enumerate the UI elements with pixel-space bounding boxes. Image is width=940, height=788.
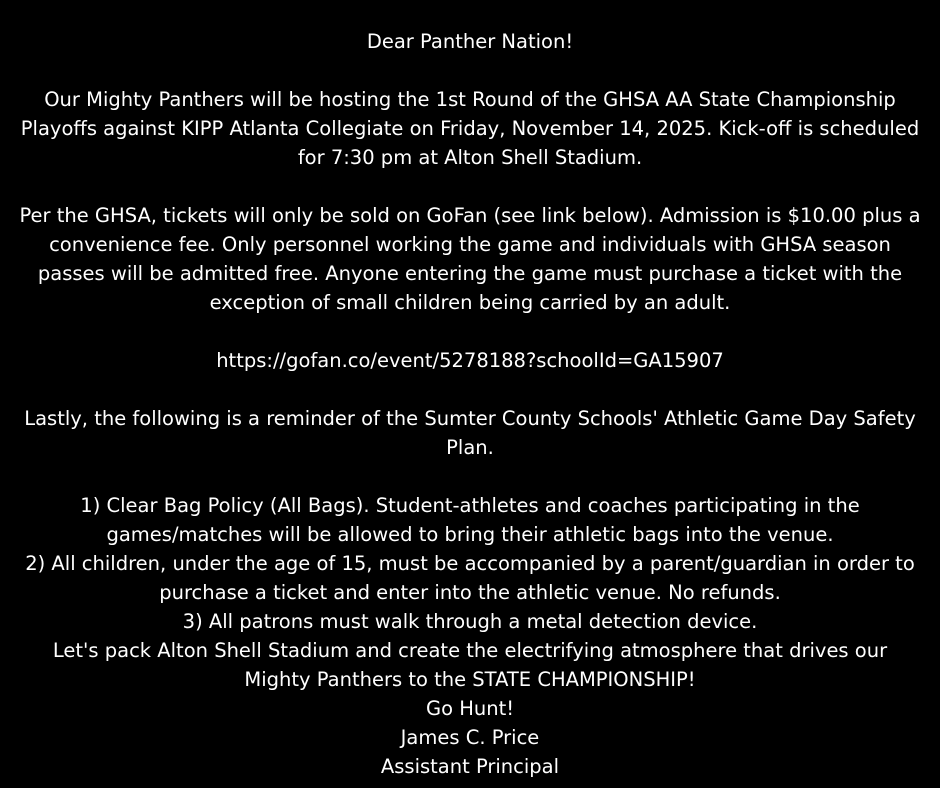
signature-name: James C. Price [400, 726, 540, 749]
closing-appeal-line: Let's pack Alton Shell Stadium and create the electrifying atmosphere that drives our [52, 639, 888, 662]
policy-line: 2) All children, under the age of 15, must be accompanied by a parent/guardian in order to [25, 552, 915, 575]
intro-paragraph [0, 85, 940, 172]
signature-title: Assistant Principal [380, 755, 560, 778]
tickets-line: passes will be admitted free. Anyone entering the game must purchase a ticket with the [37, 262, 903, 285]
policy-line: purchase a ticket and enter into the athletic venue. No refunds. [159, 581, 781, 604]
policy-line: 1) Clear Bag Policy (All Bags). Student-athletes and coaches participating in the [80, 494, 860, 517]
closing-slogan: Go Hunt! [425, 697, 515, 720]
closing-appeal-line: Mighty Panthers to the STATE CHAMPIONSHIP! [244, 668, 696, 691]
safety-plan-list [0, 491, 940, 781]
policy-line: games/matches will be allowed to bring their athletic bags into the venue. [106, 523, 834, 546]
gofan-ticket-link[interactable]: https://gofan.co/event/5278188?schoolId=GA15907 [216, 349, 724, 372]
policy-line: 3) All patrons must walk through a metal detection device. [182, 610, 758, 633]
greeting [0, 27, 940, 56]
intro-line: Playoffs against KIPP Atlanta Collegiate on Friday, November 14, 2025. Kick-off is scheduled [20, 117, 920, 140]
tickets-line: exception of small children being carried by an adult. [209, 291, 731, 314]
reminder-paragraph [0, 404, 940, 462]
intro-line: for 7:30 pm at Alton Shell Stadium. [297, 146, 643, 169]
tickets-line: Per the GHSA, tickets will only be sold on GoFan (see link below). Admission is $10.00 plus a [19, 204, 921, 227]
ticket-link-paragraph [0, 346, 940, 375]
reminder-line: Plan. [446, 436, 494, 459]
greeting-line: Dear Panther Nation! [366, 30, 574, 53]
tickets-paragraph [0, 201, 940, 317]
reminder-line: Lastly, the following is a reminder of the Sumter County Schools' Athletic Game Day Safety [24, 407, 916, 430]
tickets-line: convenience fee. Only personnel working the game and individuals with GHSA season [49, 233, 891, 256]
intro-line: Our Mighty Panthers will be hosting the 1st Round of the GHSA AA State Championship [44, 88, 896, 111]
